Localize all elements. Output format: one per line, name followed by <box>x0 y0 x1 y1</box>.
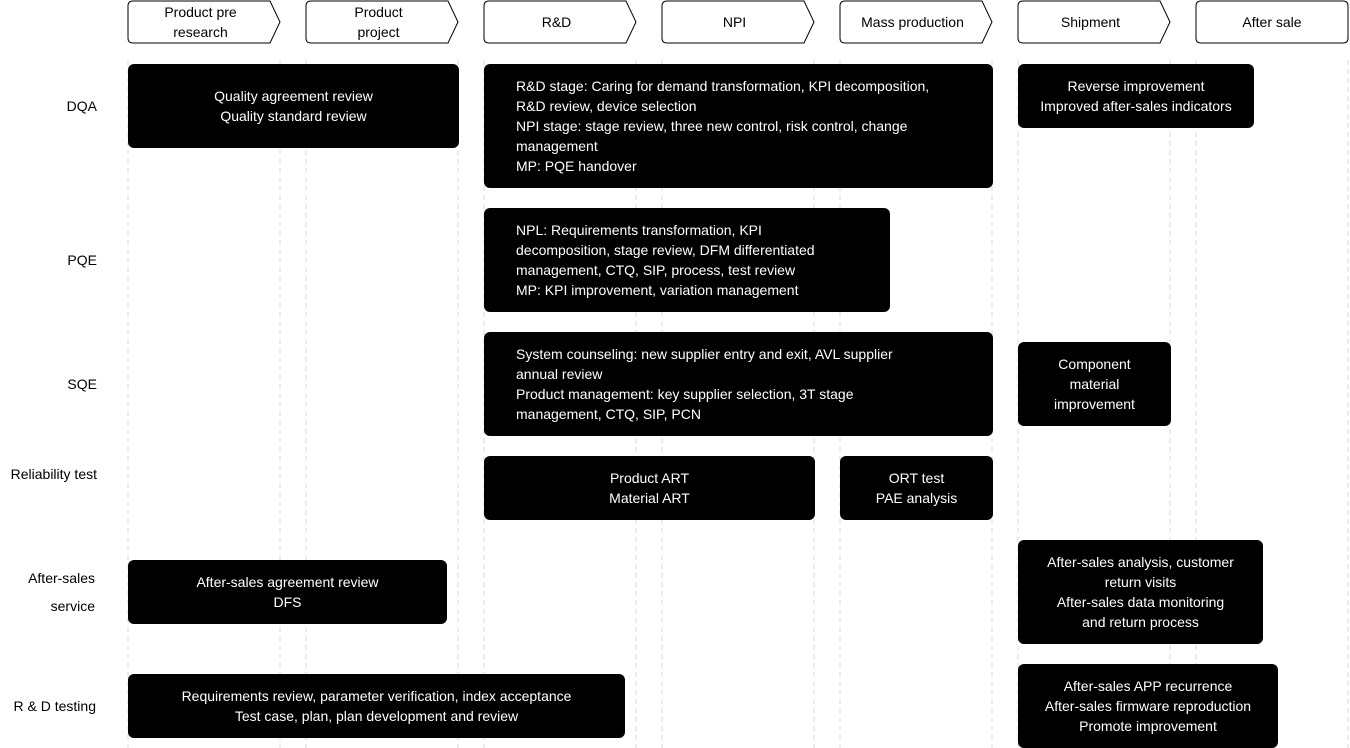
box-line: Product ART <box>609 470 690 486</box>
box-line: Material ART <box>609 490 690 506</box>
box-line: Reverse improvement <box>1067 78 1205 94</box>
box-line: return visits <box>1104 574 1177 590</box>
box-line: MP: PQE handover <box>516 158 637 174</box>
row-label-dqa: DQA <box>66 98 97 114</box>
box-line: annual review <box>516 366 603 382</box>
box-reliability-ort <box>840 456 993 520</box>
box-line: Product management: key supplier selection, 3T stage <box>516 386 854 402</box>
row-label-after-sales-service: After-sales service <box>28 570 95 614</box>
box-line: Quality standard review <box>220 108 367 124</box>
box-line: NPI stage: stage review, three new control, risk control, change <box>516 118 908 134</box>
row-label-rnd-testing: R & D testing <box>13 698 96 714</box>
row-label-reliability-test: Reliability test <box>10 466 97 482</box>
box-line: After-sales firmware reproduction <box>1044 698 1252 714</box>
box-line: After-sales APP recurrence <box>1063 678 1233 694</box>
box-reliability-art <box>484 456 815 520</box>
box-sqe-system-product <box>484 332 993 436</box>
box-line: Requirements review, parameter verification, index acceptance <box>181 688 572 704</box>
box-dqa-reverse-improvement <box>1018 64 1254 128</box>
box-line: R&D review, device selection <box>516 98 697 114</box>
box-line: System counseling: new supplier entry and exit, AVL supplier <box>516 346 893 362</box>
box-pqe-npl-mp <box>484 208 890 312</box>
box-line: improvement <box>1054 396 1135 412</box>
box-line: PAE analysis <box>875 490 958 506</box>
box-line: NPL: Requirements transformation, KPI <box>516 222 762 238</box>
stage-label-pre-research: Product pre research <box>164 4 237 40</box>
box-line: management, CTQ, SIP, process, test review <box>516 262 796 278</box>
box-line: material <box>1069 376 1120 392</box>
stage-label-mass-production: Mass production <box>861 14 964 30</box>
box-rnd-testing-app-recurrence <box>1018 664 1278 748</box>
box-line: After-sales agreement review <box>196 574 379 590</box>
box-line: MP: KPI improvement, variation management <box>516 282 799 298</box>
box-line: After-sales analysis, customer <box>1047 554 1234 570</box>
stage-label-after-sale: After sale <box>1242 14 1302 30</box>
stage-label-rnd: R&D <box>541 14 572 30</box>
box-after-sales-agreement <box>128 560 447 624</box>
box-line: decomposition, stage review, DFM differentiated <box>516 242 815 258</box>
box-rnd-testing-requirements <box>128 674 625 738</box>
box-line: management, CTQ, SIP, PCN <box>516 406 701 422</box>
box-line: ORT test <box>888 470 945 486</box>
box-line: After-sales data monitoring <box>1056 594 1225 610</box>
stage-label-npi: NPI <box>722 14 747 30</box>
box-dqa-quality-review <box>128 64 459 148</box>
box-sqe-component-improvement <box>1018 342 1171 426</box>
box-dqa-rnd-npi-mp <box>484 64 993 188</box>
box-line: R&D stage: Caring for demand transformation, KPI decomposition, <box>516 78 930 94</box>
box-line: Quality agreement review <box>214 88 373 104</box>
row-label-sqe: SQE <box>67 376 97 392</box>
box-after-sales-analysis <box>1018 540 1263 644</box>
box-line: Improved after-sales indicators <box>1040 98 1232 114</box>
box-line: Promote improvement <box>1079 718 1217 734</box>
box-line: management <box>516 138 598 154</box>
row-label-pqe: PQE <box>67 252 97 268</box>
stage-label-shipment: Shipment <box>1060 14 1121 30</box>
box-line: Test case, plan, plan development and review <box>234 708 519 724</box>
box-line: DFS <box>273 594 302 610</box>
box-line: Component <box>1058 356 1131 372</box>
box-line: and return process <box>1082 614 1199 630</box>
stage-label-product-project: Product project <box>354 4 403 40</box>
